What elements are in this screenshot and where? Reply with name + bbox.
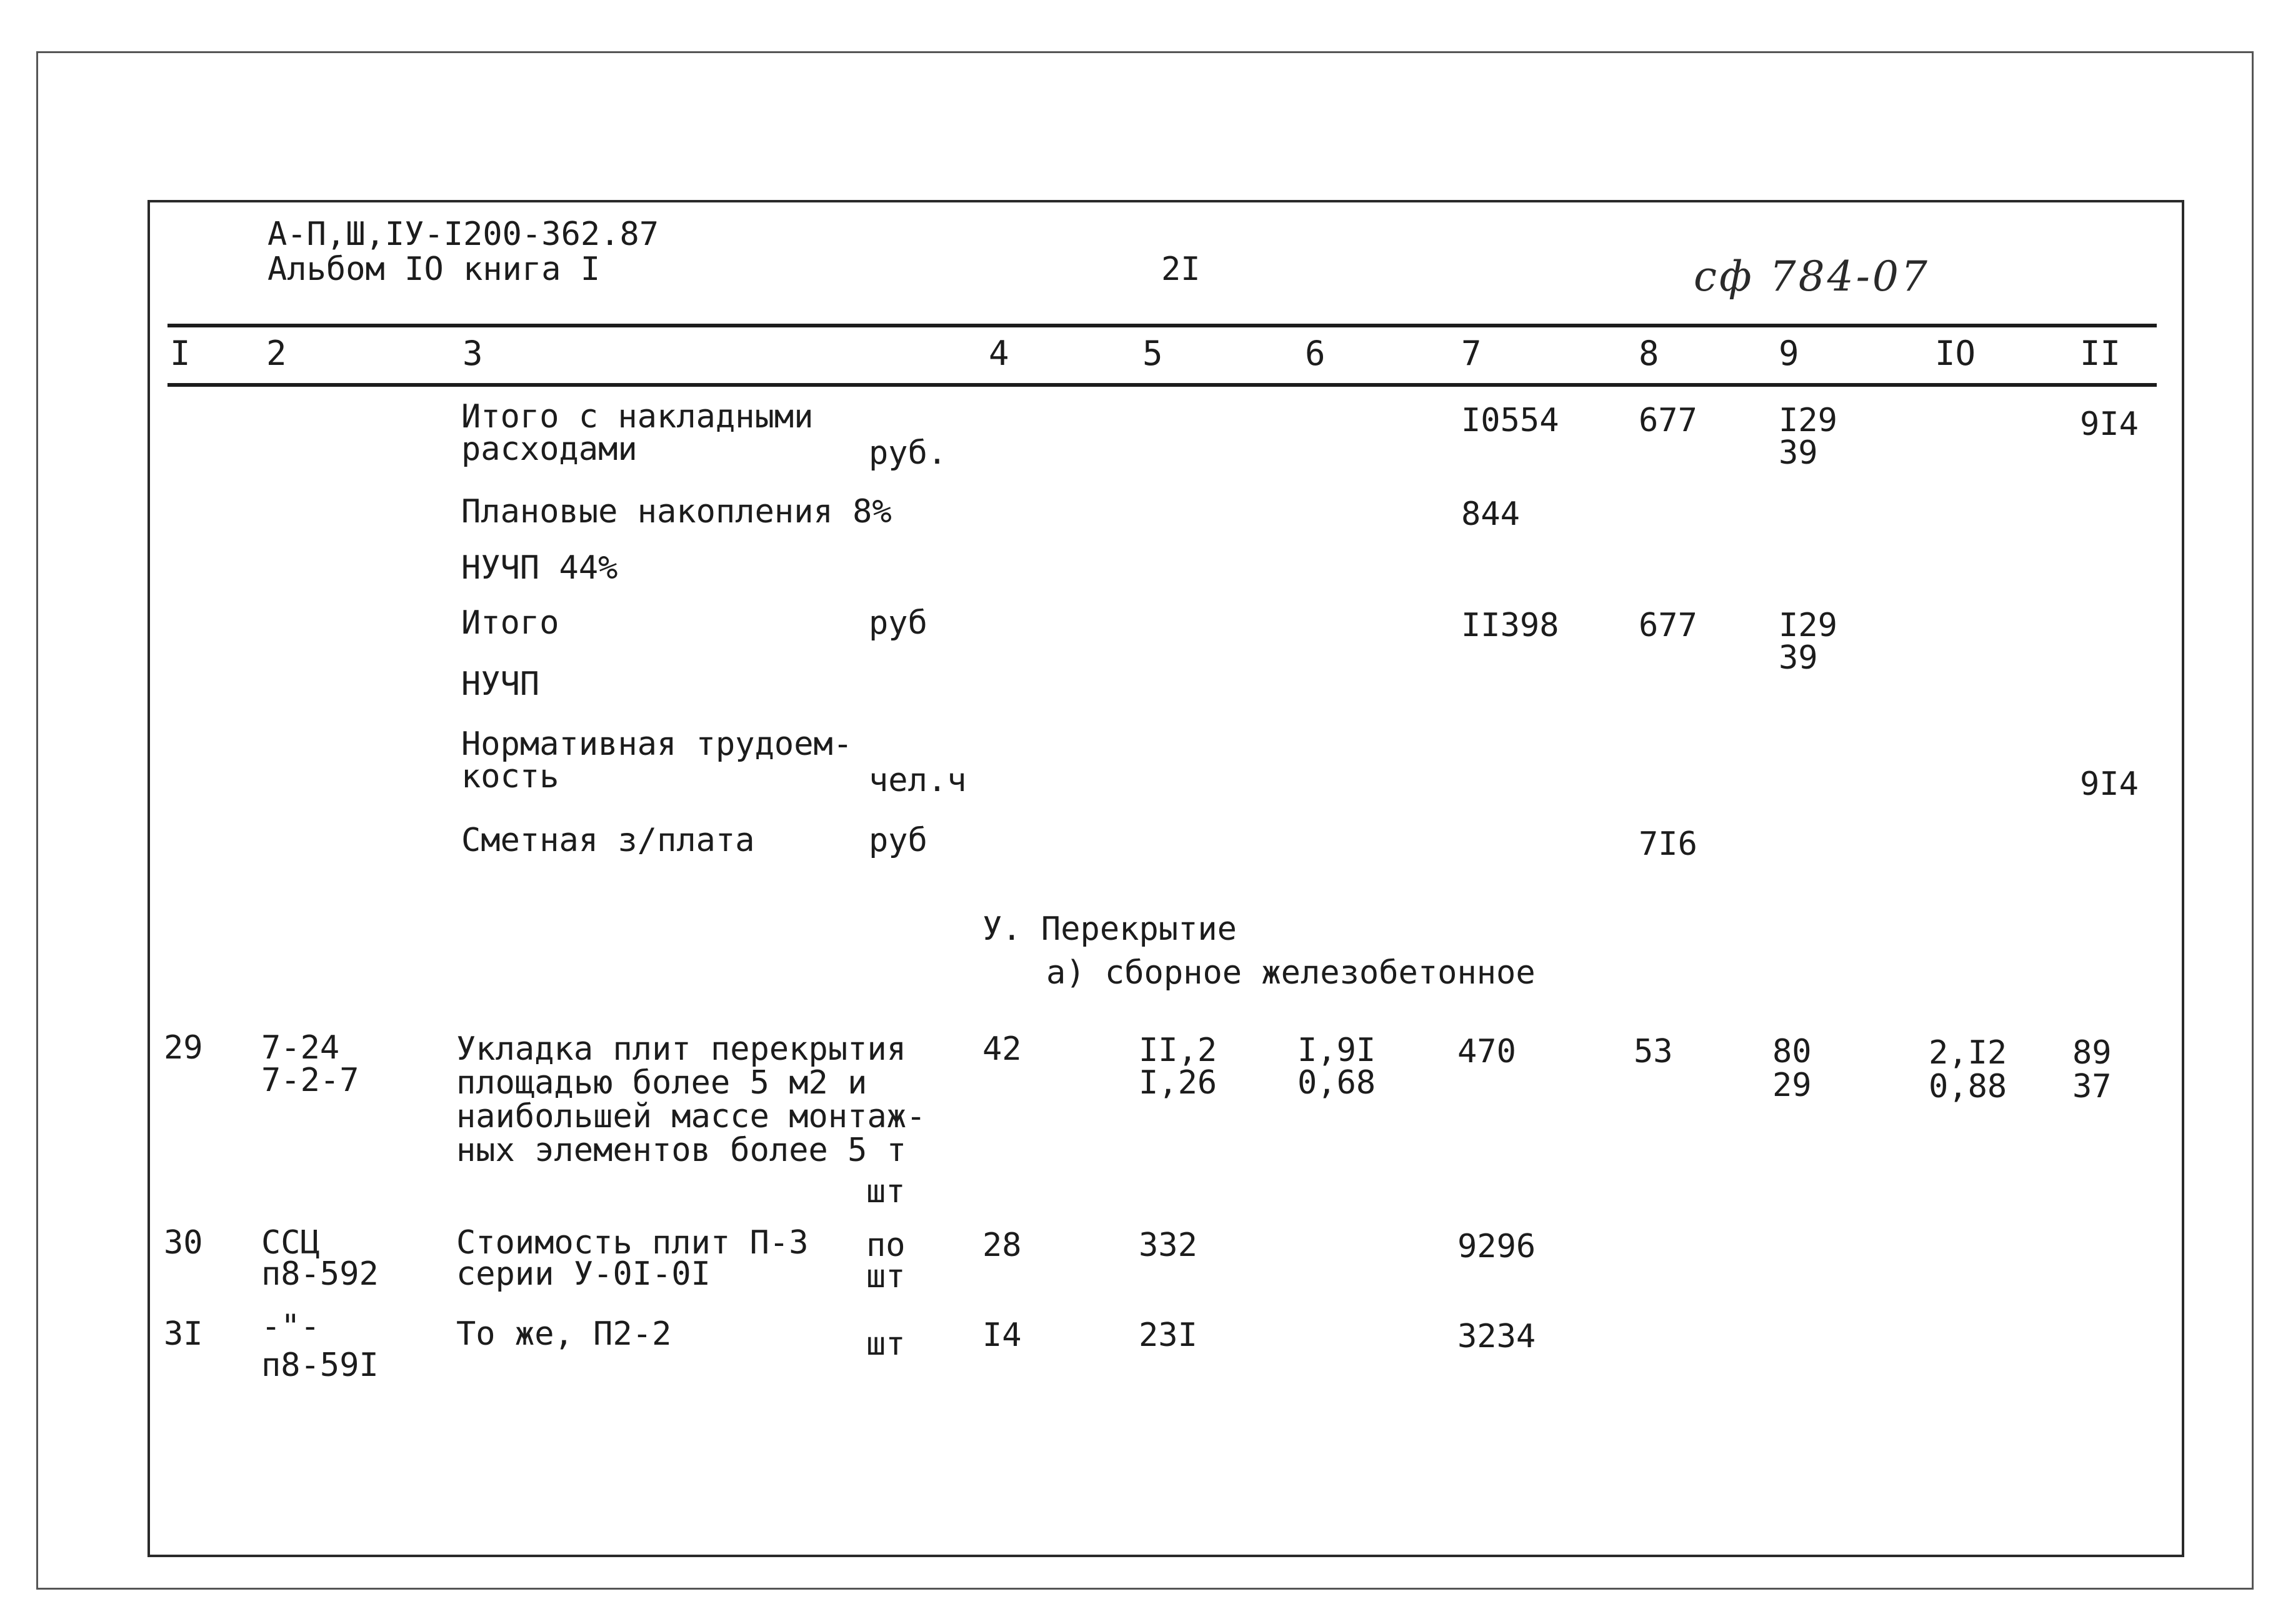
- item-code-line: п8-59I: [261, 1347, 379, 1384]
- item-col5: 332: [1139, 1227, 1197, 1264]
- item-number: 3I: [164, 1315, 203, 1353]
- item-col5: 23I: [1139, 1317, 1197, 1354]
- row-col9: I29: [1779, 402, 1837, 439]
- item-name-line: ных элементов более 5 т: [456, 1132, 907, 1169]
- item-name-line: площадью более 5 м2 и: [456, 1064, 867, 1102]
- col-header-4: 4: [989, 334, 1009, 373]
- item-col6: I,9I: [1297, 1032, 1376, 1069]
- item-col10: 2,I2: [1929, 1034, 2007, 1072]
- row-unit: руб: [869, 604, 927, 642]
- item-code-line: -"-: [261, 1308, 320, 1345]
- row-name-line: Итого с накладными: [461, 398, 814, 436]
- item-col8: 53: [1634, 1033, 1673, 1070]
- item-col7: 3234: [1457, 1318, 1536, 1355]
- item-code-line: 7-24: [261, 1029, 340, 1067]
- row-col8: 677: [1639, 402, 1697, 439]
- col-header-5: 5: [1142, 334, 1163, 373]
- item-name-line: Стоимость плит П-3: [456, 1224, 809, 1262]
- row-col8: 7I6: [1639, 825, 1697, 863]
- col-header-10: IO: [1935, 334, 1976, 373]
- row-name-line: кость: [461, 758, 559, 795]
- section-title: У. Перекрытие: [982, 910, 1237, 948]
- col-header-1: I: [170, 334, 191, 373]
- item-col5: II,2: [1139, 1032, 1217, 1069]
- item-col11: 37: [2072, 1068, 2112, 1105]
- row-col7: 844: [1461, 496, 1520, 533]
- row-name-line: НУЧП: [461, 665, 540, 703]
- col-header-3: 3: [462, 334, 483, 373]
- row-name-line: Нормативная трудоем-: [461, 725, 853, 763]
- item-name-line: Укладка плит перекрытия: [456, 1030, 907, 1068]
- row-col9: 39: [1779, 639, 1818, 677]
- item-col11: 89: [2072, 1034, 2112, 1072]
- row-col11: 9I4: [2080, 406, 2139, 443]
- page-number: 2I: [1161, 251, 1201, 288]
- album-label: Альбом IO книга I: [267, 251, 601, 288]
- item-name-line: наибольшей массе монтаж-: [456, 1098, 926, 1135]
- col-header-8: 8: [1639, 334, 1659, 373]
- row-unit: руб.: [869, 434, 947, 472]
- item-col9: 80: [1772, 1033, 1812, 1070]
- item-col6: 0,68: [1297, 1064, 1376, 1102]
- item-unit: по: [866, 1227, 906, 1264]
- item-unit: шт: [866, 1258, 906, 1295]
- col-header-9: 9: [1779, 334, 1799, 373]
- item-col7: 470: [1457, 1033, 1516, 1070]
- row-unit: чел.ч: [869, 762, 967, 799]
- item-col4: 42: [982, 1030, 1022, 1068]
- item-col10: 0,88: [1929, 1068, 2007, 1105]
- item-number: 29: [164, 1029, 203, 1067]
- row-col8: 677: [1639, 607, 1697, 644]
- item-code-line: ССЦ: [261, 1224, 320, 1262]
- item-col9: 29: [1772, 1067, 1812, 1104]
- table-header-rule: [167, 383, 2157, 387]
- col-header-7: 7: [1461, 334, 1482, 373]
- table-top-rule: [167, 324, 2157, 327]
- doc-code: А-П,Ш,IУ-I200-362.87: [267, 216, 659, 253]
- row-col7: I0554: [1461, 402, 1559, 439]
- col-header-11: II: [2080, 334, 2121, 373]
- section-subtitle: а) сборное железобетонное: [1046, 954, 1536, 992]
- item-unit: шт: [866, 1173, 906, 1210]
- item-col5: I,26: [1139, 1064, 1217, 1102]
- row-name-line: расходами: [461, 431, 637, 468]
- item-unit: шт: [866, 1325, 906, 1363]
- row-col7: II398: [1461, 607, 1559, 644]
- row-name-line: Сметная з/плата: [461, 822, 755, 859]
- item-code-line: 7-2-7: [261, 1062, 359, 1099]
- row-col9: 39: [1779, 434, 1818, 472]
- row-col9: I29: [1779, 607, 1837, 644]
- item-number: 30: [164, 1224, 203, 1262]
- item-col4: 28: [982, 1227, 1022, 1264]
- item-name-line: серии У-0I-0I: [456, 1255, 711, 1293]
- row-unit: руб: [869, 822, 927, 859]
- row-name-line: Итого: [461, 604, 559, 642]
- row-col11: 9I4: [2080, 765, 2139, 803]
- col-header-2: 2: [266, 334, 287, 373]
- row-name-line: НУЧП 44%: [461, 549, 618, 587]
- item-col7: 9296: [1457, 1228, 1536, 1265]
- item-col4: I4: [982, 1317, 1022, 1354]
- col-header-6: 6: [1305, 334, 1326, 373]
- item-code-line: п8-592: [261, 1255, 379, 1293]
- handwritten-stamp: сф 784-07: [1694, 252, 1930, 301]
- row-name-line: Плановые накопления 8%: [461, 493, 892, 531]
- item-name-line: То же, П2-2: [456, 1315, 672, 1353]
